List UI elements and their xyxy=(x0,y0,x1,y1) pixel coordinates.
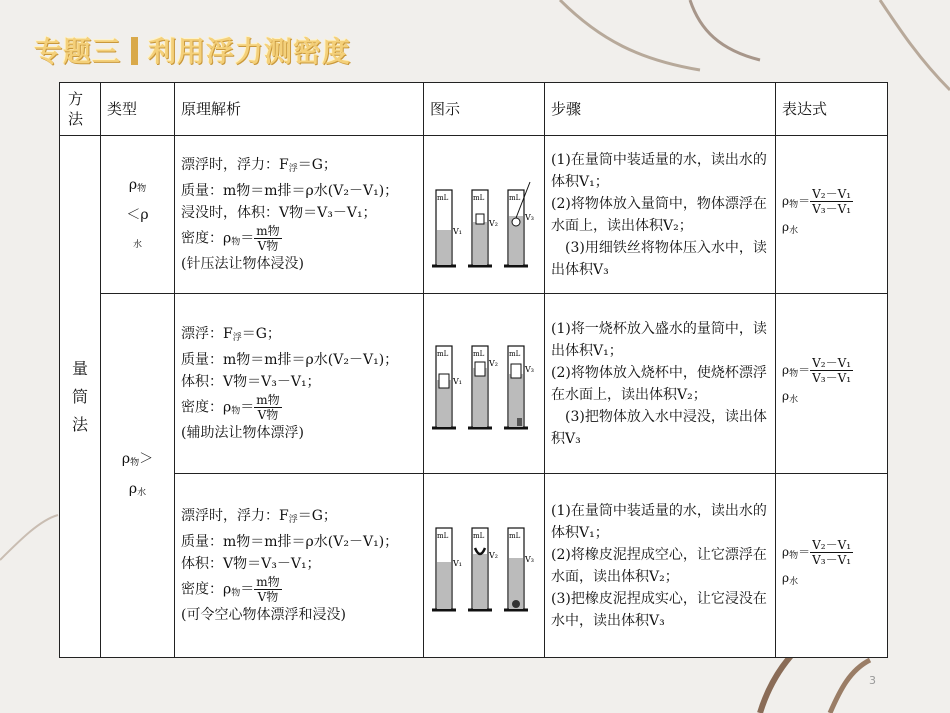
expr-denominator: V₃－V₁ xyxy=(812,371,852,385)
expr-rho: ρ xyxy=(782,545,790,559)
step-1: (1)在量筒中装适量的水，读出水的体积V₁； xyxy=(551,502,767,541)
figure-v2-label: V₂ xyxy=(489,550,498,560)
expr-rho: ρ xyxy=(782,389,790,403)
principle-cell: 漂浮：$F_浮=G$； 质量：m物＝m排＝ρ水(V₂－V₁)； 体积：V物＝V₃－V₁； 密度：$\rho_物=$ $\frac{\text{m物}}{\text{V物}}$ (辅助法让物体漂浮) xyxy=(175,294,424,474)
principle-density-label: 密度：ρ xyxy=(181,230,232,247)
type-cell-less xyxy=(101,136,175,294)
header-principle: 原理解析 xyxy=(175,83,424,136)
principle-line: 漂浮时，浮力：F xyxy=(181,507,289,524)
expression-cell: $\rho_物=$ $\frac{\text{V₂－V₁}}{\text{V₃－V₁}}$ $\rho_水$ xyxy=(776,474,888,658)
principle-line: 浸没时，体积：V物＝V₃－V₁； xyxy=(181,204,377,221)
header-type: 类型 xyxy=(101,83,175,136)
step-1: (1)在量筒中装适量的水，读出水的体积V₁； xyxy=(551,151,767,190)
expr-denominator: V₃－V₁ xyxy=(812,553,852,567)
principle-sub: 浮 xyxy=(288,163,298,174)
principle-line: 质量：m物＝m排＝ρ水(V₂－V₁)； xyxy=(181,533,399,550)
fraction-numerator: m物 xyxy=(256,574,280,589)
step-3: (3)把橡皮泥捏成实心，让它浸没在水中，读出体积V₃ xyxy=(551,590,767,629)
expr-fraction xyxy=(810,356,853,385)
expr-fraction xyxy=(810,538,853,567)
expr-rho: ρ xyxy=(782,220,790,234)
principle-sub: 物 xyxy=(231,237,241,248)
principle-sub: 浮 xyxy=(232,332,242,343)
principle-sub: 物 xyxy=(231,406,241,417)
fraction-denominator: V物 xyxy=(257,238,279,253)
step-2: (2)将物体放入烧杯中，使烧杯漂浮在水面上，读出体积V₂； xyxy=(551,364,767,403)
expr-numerator: V₂－V₁ xyxy=(812,538,852,552)
header-method: 方法 xyxy=(60,83,101,136)
cylinder-figure xyxy=(430,336,540,432)
figure-ml-label: mL xyxy=(437,349,449,358)
figure-cell xyxy=(424,294,545,474)
figure-v3-label: V₃ xyxy=(525,212,534,222)
cylinder-figure xyxy=(430,518,540,614)
expression-cell: $\rho_物=$ $\frac{\text{V₂－V₁}}{\text{V₃－V₁}}$ $\rho_水$ xyxy=(776,136,888,294)
principle-line: 质量：m物＝m排＝ρ水(V₂－V₁)； xyxy=(181,182,399,199)
type-rho: ρ xyxy=(128,176,138,193)
figure-v2-label: V₂ xyxy=(489,358,498,368)
figure-ml-label: mL xyxy=(473,531,485,540)
expr-rho: ρ xyxy=(782,194,790,208)
figure-cell xyxy=(424,136,545,294)
expr-sub: 物 xyxy=(789,200,799,210)
step-2: (2)将橡皮泥捏成空心，让它漂浮在水面，读出体积V₂； xyxy=(551,546,767,585)
figure-ml-label: mL xyxy=(473,193,485,202)
principle-sub: 物 xyxy=(231,588,241,599)
method-table xyxy=(59,82,888,658)
principle-line: ＝G； xyxy=(297,507,337,524)
figure-ml-label: mL xyxy=(437,193,449,202)
figure-ml-label: mL xyxy=(437,531,449,540)
slide-title xyxy=(34,30,351,70)
expr-sub: 物 xyxy=(789,369,799,379)
figure-v3-label: V₃ xyxy=(525,554,534,564)
density-fraction xyxy=(254,575,281,604)
figure-v2-label: V₂ xyxy=(489,218,498,228)
principle-sub: 浮 xyxy=(288,514,298,525)
expr-numerator: V₂－V₁ xyxy=(812,187,852,201)
type-sub: 物 xyxy=(137,183,147,194)
step-3: (3)用细铁丝将物体压入水中，读出体积V₃ xyxy=(551,239,767,278)
page-number: 3 xyxy=(869,674,876,687)
steps-cell xyxy=(545,136,776,294)
table-row xyxy=(60,294,888,474)
figure-cell xyxy=(424,474,545,658)
header-figure: 图示 xyxy=(424,83,545,136)
type-rho: ρ xyxy=(121,450,131,467)
expr-sub: 水 xyxy=(789,226,799,236)
expr-fraction xyxy=(810,187,853,216)
expr-sub: 物 xyxy=(789,551,799,561)
principle-note: (可令空心物体漂浮和浸没) xyxy=(181,607,346,624)
steps-cell xyxy=(545,474,776,658)
expr-sub: 水 xyxy=(789,395,799,405)
expr-sub: 水 xyxy=(789,577,799,587)
principle-line: 漂浮：F xyxy=(181,325,233,342)
type-sub: 水 xyxy=(132,239,142,250)
principle-cell: 漂浮时，浮力：$F_浮=G$； 质量：m物＝m排＝ρ水(V₂－V₁)； 浸没时，体积：V物＝V₃－V₁； 密度：$\rho_物=$ $\frac{\text{m物}}{\text{V物}}$ (针压法让物体浸没) xyxy=(175,136,424,294)
figure-ml-label: mL xyxy=(509,349,521,358)
type-compare: ＞ xyxy=(139,450,154,467)
type-sub: 水 xyxy=(137,487,147,498)
fraction-denominator: V物 xyxy=(257,407,279,422)
density-fraction xyxy=(254,393,281,422)
title-text: 利用浮力测密度 xyxy=(148,35,352,68)
principle-note: (针压法让物体浸没) xyxy=(181,256,304,273)
figure-v1-label: V₁ xyxy=(453,376,462,386)
type-compare: ＜ xyxy=(126,206,141,223)
title-topic: 专题三 xyxy=(34,35,122,68)
principle-note: (辅助法让物体漂浮) xyxy=(181,425,304,442)
figure-ml-label: mL xyxy=(509,531,521,540)
type-rho: ρ xyxy=(140,206,149,223)
title-separator xyxy=(131,37,138,65)
header-expression: 表达式 xyxy=(776,83,888,136)
principle-cell: 漂浮时，浮力：$F_浮=G$； 质量：m物＝m排＝ρ水(V₂－V₁)； 体积：V物＝V₃－V₁； 密度：$\rho_物=$ $\frac{\text{m物}}{\text{V物}}$ (可令空心物体漂浮和浸没) xyxy=(175,474,424,658)
expression-cell: $\rho_物=$ $\frac{\text{V₂－V₁}}{\text{V₃－V₁}}$ $\rho_水$ xyxy=(776,294,888,474)
expr-numerator: V₂－V₁ xyxy=(812,356,852,370)
principle-line: 体积：V物＝V₃－V₁； xyxy=(181,555,321,572)
figure-ml-label: mL xyxy=(473,349,485,358)
table-row xyxy=(60,474,888,658)
fraction-denominator: V物 xyxy=(257,589,279,604)
principle-line: 质量：m物＝m排＝ρ水(V₂－V₁)； xyxy=(181,351,399,368)
table-header-row xyxy=(60,83,888,136)
type-sub: 物 xyxy=(130,457,140,468)
principle-line: ＝G； xyxy=(297,156,337,173)
density-fraction xyxy=(254,224,281,253)
expr-rho: ρ xyxy=(782,363,790,377)
steps-cell xyxy=(545,294,776,474)
expr-denominator: V₃－V₁ xyxy=(812,202,852,216)
cylinder-figure xyxy=(430,160,540,270)
expr-rho: ρ xyxy=(782,571,790,585)
method-name: 量筒法 xyxy=(71,358,88,434)
method-cell xyxy=(60,136,101,658)
principle-density-label: 密度：ρ xyxy=(181,581,232,598)
principle-line: 漂浮时，浮力：F xyxy=(181,156,289,173)
step-3: (3)把物体放入水中浸没，读出体积V₃ xyxy=(551,408,767,447)
figure-v3-label: V₃ xyxy=(525,364,534,374)
step-2: (2)将物体放入量筒中，物体漂浮在水面上，读出体积V₂； xyxy=(551,195,767,234)
type-cell-greater xyxy=(101,294,175,658)
figure-v1-label: V₁ xyxy=(453,558,462,568)
type-rho: ρ xyxy=(128,480,138,497)
table-row xyxy=(60,136,888,294)
principle-line: 体积：V物＝V₃－V₁； xyxy=(181,373,321,390)
principle-line: ＝G； xyxy=(241,325,281,342)
header-steps: 步骤 xyxy=(545,83,776,136)
figure-v1-label: V₁ xyxy=(453,226,462,236)
step-1: (1)将一烧杯放入盛水的量筒中，读出体积V₁； xyxy=(551,320,767,359)
fraction-numerator: m物 xyxy=(256,223,280,238)
figure-ml-label: mL xyxy=(509,193,521,202)
principle-density-label: 密度：ρ xyxy=(181,399,232,416)
fraction-numerator: m物 xyxy=(256,392,280,407)
